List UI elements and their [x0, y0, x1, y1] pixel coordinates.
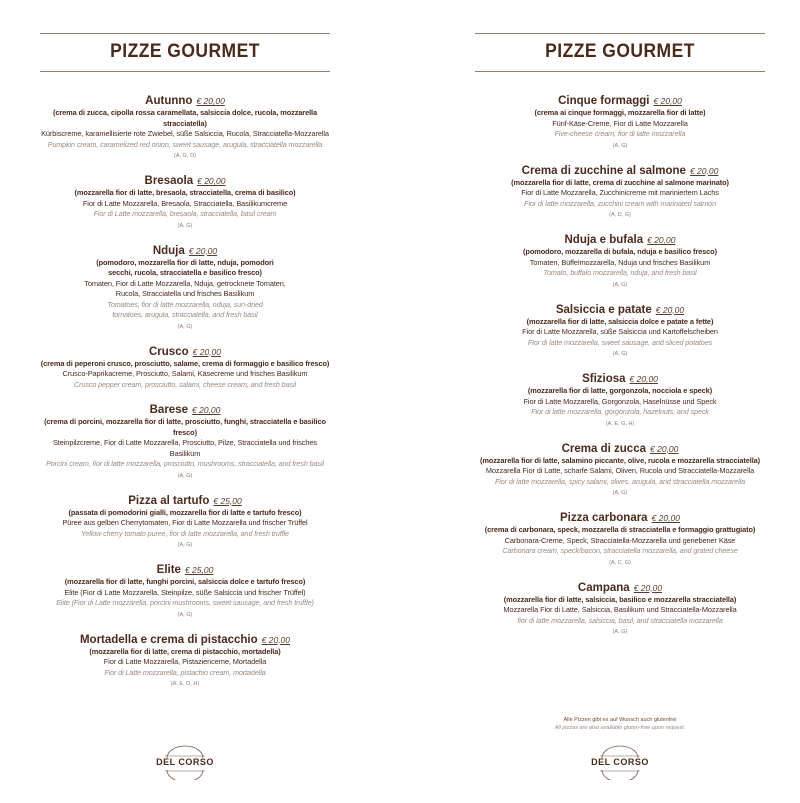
item-price: € 25,00 — [213, 495, 242, 506]
item-desc-de: Fior di Latte Mozzarella, Gorgonzola, Haselnüsse und Speck — [523, 396, 717, 406]
item-desc-de-line2: Rucola, Stracciatella und frisches Basilikum — [115, 289, 255, 298]
item-desc-it: (crema di carbonara, speck, mozzarella di stracciatella e formaggio grattugiato) — [484, 525, 756, 534]
item-desc-it: (crema di zucca, cipolla rossa caramellata, salsiccia dolce, rucola, mozzarella stracciatella) — [52, 108, 318, 128]
item-desc-de: Kürbiscreme, karamellisierte rote Zwiebel, süße Salsiccia, Rucola, Stracciatella-Mozzarella — [41, 129, 329, 138]
item-desc-de: Steinpilzcreme, Fior di Latte Mozzarella, Prosciutto, Pilze, Stracciatella und frisches Basilikum — [52, 438, 318, 458]
item-desc-en-line2: tomatoes, arugula, stracciatella, and fresh basil — [112, 310, 258, 319]
item-desc-it: (mozzarella fior di latte, salsiccia, basilico e mozzarella stracciatella) — [503, 594, 737, 604]
item-price: € 20,00 — [261, 634, 291, 645]
item-desc-en: Elite (Fior di Latte mozzarella, porcini mushrooms, sweet sausage, and fresh truffle) — [56, 598, 314, 607]
item-name: Mortadella e crema di pistacchio — [79, 633, 258, 646]
item-desc-de: Elite (Fior di Latte Mozzarella, Steinpilze, süße Salsiccia und frischer Trüffel) — [64, 587, 306, 597]
item-desc-de: Fior di Latte Mozzarella, süße Salsiccia und Kartoffelscheiben — [522, 327, 718, 336]
item-desc-en: Fior di Latte mozzarella, bresaola, stracciatella, basil cream — [93, 209, 277, 218]
item-allergens: (A, G) — [177, 222, 193, 229]
item-desc-en: Yellow cherry tomato puree, fior di latte mozzarella, and fresh truffle — [81, 528, 289, 538]
item-price: € 20,00 — [653, 96, 682, 106]
item-name: Elite — [156, 564, 181, 576]
menu-item — [475, 303, 765, 360]
item-desc-de: Crusco-Paprikacreme, Prosciutto, Salami, Käsecreme und frisches Basilikum — [62, 369, 308, 378]
item-price: € 20,00 — [629, 374, 658, 384]
item-desc-de: Tomaten, Büffelmozzarella, Nduja und frisches Basilikum — [529, 257, 711, 267]
page-title: PIZZE GOURMET — [545, 41, 695, 62]
item-desc-en: Five-cheese cream, fior di latte mozzarella — [554, 129, 686, 138]
item-desc-en: fior di latte mozzarella, salsiccia, basil, and stracciatella mozzarella — [517, 615, 723, 625]
menu-item — [475, 372, 765, 429]
logo-wordmark: DEL CORSO — [591, 757, 649, 767]
footnote-en: All pizzas are also available gluten-free upon request. — [554, 725, 686, 731]
item-desc-en: Fior di latte mozzarella, zucchini cream with marinated salmon — [524, 198, 716, 208]
item-allergens: (A, G) — [612, 490, 628, 496]
item-name: Campana — [577, 581, 630, 594]
item-allergens: (A, G) — [177, 323, 193, 330]
item-allergens: (A, G) — [612, 142, 628, 149]
item-desc-en: Fior di latte mozzarella, gorgonzola, hazelnuts, and speck — [531, 407, 709, 416]
item-price: € 20,00 — [188, 245, 218, 256]
menu-item — [475, 233, 765, 290]
item-desc-it: (mozzarella fior di latte, salsiccia dolce e patate a fette) — [526, 316, 714, 326]
item-price: € 20,00 — [651, 513, 680, 523]
item-name: Nduja e bufala — [564, 234, 644, 246]
title-rule-top — [40, 33, 330, 34]
item-desc-it: (crema di peperoni crusco, prosciutto, salame, crema di formaggio e basilico fresco) — [40, 358, 330, 368]
brand-logo — [475, 744, 765, 785]
brand-logo — [40, 744, 330, 785]
item-desc-it: (pomodoro, mozzarella di bufala, nduja e basilico fresco) — [523, 247, 717, 256]
item-name: Crusco — [149, 345, 189, 358]
item-name: Barese — [149, 404, 188, 416]
menu-item — [475, 94, 765, 151]
item-allergens: (A, E, G, H) — [605, 420, 635, 427]
menu-item — [40, 633, 330, 690]
item-price: € 25,00 — [184, 565, 214, 575]
title-rule-bottom — [475, 71, 765, 72]
item-desc-de: Fior di Latte Mozzarella, Bresaola, Stracciatella, Basilikumcreme — [82, 198, 288, 208]
item-desc-it: (mozzarella fior di latte, crema di zucchine al salmone marinato) — [511, 177, 729, 187]
item-price: € 20,00 — [647, 235, 676, 245]
menu-item — [475, 581, 765, 638]
item-name: Crema di zucca — [561, 442, 646, 455]
item-desc-it: (mozzarella fior di latte, crema di pistacchio, mortadella) — [89, 646, 281, 656]
item-desc-en: Fior di latte mozzarella, sweet sausage, and sliced potatoes — [527, 337, 713, 347]
menu-item — [40, 403, 330, 481]
item-price: € 20,00 — [192, 346, 221, 357]
item-desc-it-line2: secchi, rucola, stracciatella e basilico fresco) — [108, 268, 262, 277]
menu-item — [40, 94, 330, 161]
item-price: € 20,00 — [655, 304, 685, 315]
title-rule-bottom — [40, 71, 330, 72]
item-price: € 20,00 — [192, 405, 221, 415]
item-allergens: (A, G) — [612, 281, 628, 288]
item-name: Cinque formaggi — [558, 95, 650, 107]
item-desc-de: Püree aus gelben Cherrytomaten, Fior di Latte Mozzarella und frischer Trüffel — [62, 518, 308, 527]
page-title: PIZZE GOURMET — [110, 41, 260, 62]
menu-item — [40, 345, 330, 391]
menu-item — [40, 244, 330, 332]
item-name: Pizza al tartufo — [128, 494, 210, 507]
item-desc-en: Tomatoes, fior di latte mozzarella, nduja, sun-dried — [107, 299, 263, 309]
logo-wordmark: DEL CORSO — [156, 757, 214, 767]
item-desc-it: (mozzarella fior di latte, funghi porcini, salsiccia dolce e tartufo fresco) — [64, 577, 306, 586]
item-desc-de: Fior di Latte Mozzarella, Pistazienceme, Mortadella — [103, 657, 267, 666]
item-allergens: (A, C, G) — [609, 559, 631, 566]
item-desc-en: Fior di latte mozzarella, spicy salami, olives, arugula, and stracciatella mozzarella — [495, 476, 745, 486]
menu-item — [40, 563, 330, 620]
item-allergens: (A, G) — [177, 472, 193, 479]
menu-item — [475, 164, 765, 221]
item-allergens: (A, G) — [612, 351, 628, 357]
item-desc-it: (mozzarella fior di latte, salamino piccante, olive, rucola e mozzarella stracciatella) — [479, 455, 761, 465]
item-allergens: (A, G) — [177, 542, 193, 548]
item-desc-en: Pumpkin cream, caramelized red onion, sweet sausage, arugula, stracciatella mozzarella — [47, 139, 323, 149]
title-rule-top — [475, 33, 765, 34]
right-column — [475, 0, 765, 767]
item-desc-en: Carbonara cream, speck/bacon, stracciatella mozzarella, and grated cheese — [502, 546, 738, 555]
item-name: Nduja — [152, 244, 185, 257]
item-allergens: (A, E, O, H) — [170, 681, 200, 687]
item-price: € 20,00 — [197, 176, 226, 186]
item-name: Sfiziosa — [582, 373, 626, 385]
item-name: Bresaola — [144, 175, 194, 187]
menu-item — [40, 494, 330, 551]
item-desc-it: (pomodoro, mozzarella fior di latte, nduja, pomodori — [96, 257, 274, 267]
item-allergens: (A, G, O) — [174, 153, 196, 159]
item-price: € 20,00 — [196, 96, 225, 106]
item-allergens: (A, G) — [612, 629, 628, 635]
item-price: € 20,00 — [650, 443, 679, 454]
item-desc-de: Carbonara-Creme, Speck, Stracciatella-Mozzarella und geriebener Käse — [504, 535, 736, 545]
item-desc-it: (crema ai cinque formaggi, mozzarella fior di latte) — [534, 108, 706, 117]
item-desc-en: Fior di Latte mozzarella, pistachio cream, mortadella — [104, 667, 266, 677]
menu-list — [40, 94, 330, 689]
menu-list — [475, 94, 765, 637]
item-desc-en: Porcini cream, fior di latte mozzarella, prosciutto, mushrooms, stracciatella, and fresh basil — [46, 459, 324, 468]
item-name: Autunno — [145, 95, 193, 107]
item-desc-en: Crusco pepper cream, prosciutto, salami, cheese cream, and fresh basil — [74, 379, 296, 389]
footnote-de: Alle Pizzen gibt es auf Wunsch auch glutenfrei — [563, 717, 677, 723]
item-name: Pizza carbonara — [560, 512, 648, 524]
item-desc-de: Fior di Latte Mozzarella, Zucchinicreme mit mariniertem Lachs — [521, 188, 719, 197]
left-column — [40, 0, 330, 767]
menu-item — [40, 174, 330, 231]
item-desc-en: Tomato, buffalo mozzarella, nduja, and fresh basil — [543, 268, 697, 277]
item-desc-it: (crema di porcini, mozzarella fior di latte, prosciutto, funghi, stracciatella e basilico fresco) — [44, 417, 326, 437]
item-desc-it: (mozzarella fior di latte, gorgonzola, nocciola e speck) — [527, 386, 713, 395]
item-desc-de: Tomaten, Fior di Latte Mozzarella, Nduja, getrocknete Tomaten, — [84, 278, 286, 288]
item-desc-de: Fünf-Käse-Creme, Fior di Latte Mozzarella — [552, 118, 688, 128]
item-desc-it: (mozzarella fior di latte, bresaola, stracciatella, crema di basilico) — [74, 188, 296, 197]
item-desc-it: (passata di pomodorini gialli, mozzarella fior di latte e tartufo fresco) — [68, 507, 302, 517]
menu-item — [475, 511, 765, 568]
item-name: Crema di zucchine al salmone — [521, 164, 686, 177]
item-allergens: (A, G) — [177, 611, 193, 618]
item-desc-de: Mozzarella Fior di Latte, Salsiccia, Basilikum und Stracciatella-Mozzarella — [503, 605, 737, 614]
menu-item — [475, 442, 765, 499]
item-allergens: (A, D, G) — [609, 212, 631, 218]
gluten-free-note — [475, 716, 765, 732]
item-price: € 20,00 — [689, 165, 719, 176]
item-name: Salsiccia e patate — [555, 303, 652, 316]
item-desc-de: Mozzarella Fior di Latte, scharfe Salami, Oliven, Rucola und Stracciatella-Mozzarella — [485, 466, 755, 475]
item-price: € 20,00 — [633, 582, 663, 593]
